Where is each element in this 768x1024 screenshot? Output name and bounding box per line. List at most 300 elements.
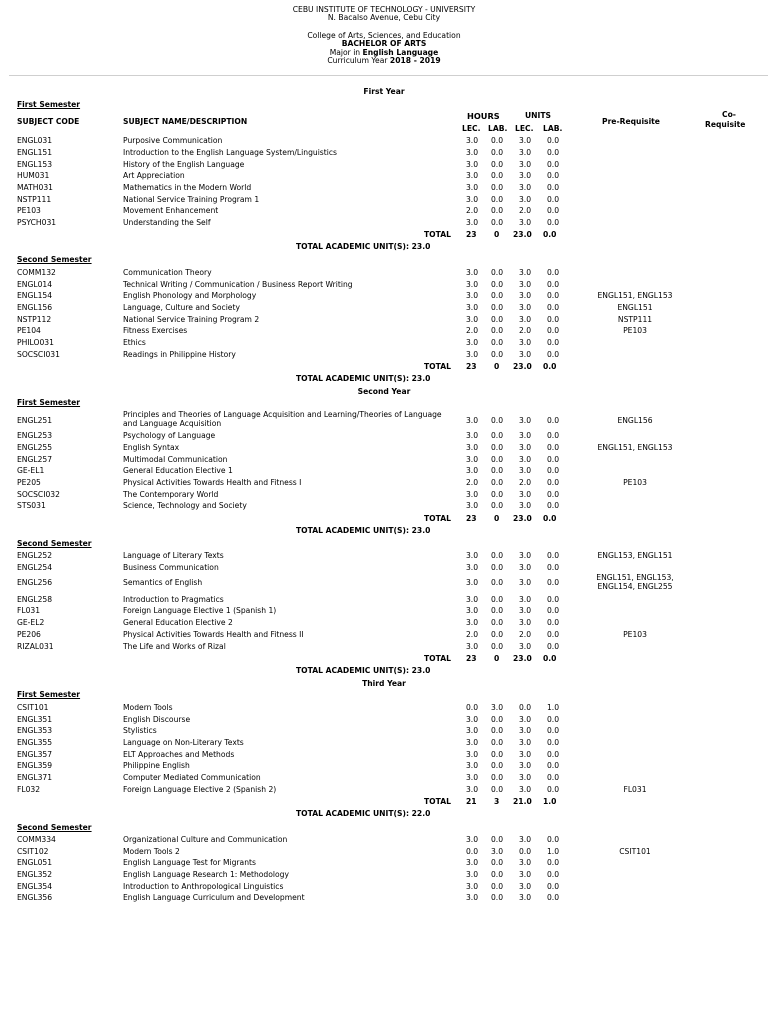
subject-name: Art Appreciation [123,171,185,180]
subject-code: ENGL251 [17,416,53,425]
hours-lab: 0.0 [490,291,504,300]
units-lab: 0.0 [546,326,560,335]
col-header-unit-lec: LEC. [515,124,534,133]
subject-name: Understanding the Self [123,218,211,227]
units-lab: 0.0 [546,218,560,227]
curriculum-year-line [0,57,768,65]
table-row [0,761,768,773]
subject-name: Science, Technology and Society [123,501,247,510]
units-lec: 3.0 [518,761,532,770]
units-lec: 0.0 [518,703,532,712]
table-row [0,703,768,715]
hours-lec: 3.0 [465,148,479,157]
subject-name: Semantics of English [123,578,203,587]
table-row [0,148,768,160]
hours-lec: 3.0 [465,738,479,747]
subject-name: English Language Test for Migrants [123,858,256,867]
units-lec: 0.0 [518,847,532,856]
hours-lab: 0.0 [490,315,504,324]
table-row [0,478,768,490]
total-academic-units [296,374,430,383]
hours-lec: 3.0 [465,882,479,891]
col-header-unit-lab: LAB. [543,124,563,133]
units-lec: 3.0 [518,218,532,227]
hours-lec: 3.0 [465,195,479,204]
col-header-coreq: Co- [722,110,736,119]
units-lab: 1.0 [546,703,560,712]
units-lab: 0.0 [546,761,560,770]
col-header-lab: LAB. [488,124,508,133]
hours-lec: 3.0 [465,726,479,735]
hours-lec: 3.0 [465,455,479,464]
table-row [0,858,768,870]
hours-lab: 0.0 [490,136,504,145]
subject-name: English Language Research 1: Methodology [123,870,289,879]
units-lab: 0.0 [546,835,560,844]
subject-name: English Language Curriculum and Development [123,893,305,902]
subject-code: GE-EL1 [17,466,45,475]
units-lab: 0.0 [546,750,560,759]
hours-lab: 0.0 [490,738,504,747]
degree-title: BACHELOR OF ARTS [341,39,427,48]
col-header-name: SUBJECT NAME/DESCRIPTION [123,117,248,126]
total-academic-units [296,809,430,818]
units-lec: 3.0 [518,291,532,300]
subject-name: Psychology of Language [123,431,216,440]
hours-lec: 2.0 [465,326,479,335]
hours-lec: 3.0 [465,291,479,300]
subject-name: Foreign Language Elective 1 (Spanish 1) [123,606,277,615]
table-row [0,218,768,230]
subject-code: ENGL351 [17,715,53,724]
table-row [0,206,768,218]
total-units-lab: 0.0 [543,230,557,239]
hours-lab: 0.0 [490,206,504,215]
subject-code: PE205 [17,478,41,487]
subject-code: ENGL353 [17,726,53,735]
col-header-prereq: Pre-Requisite [602,117,660,126]
hours-lec: 3.0 [465,350,479,359]
hours-lec: 3.0 [465,171,479,180]
total-hours-lec: 23 [466,230,477,239]
units-lec: 3.0 [518,136,532,145]
prerequisite: CSIT101 [619,847,651,856]
table-row [0,136,768,148]
hours-lec: 3.0 [465,303,479,312]
units-lab: 0.0 [546,315,560,324]
hours-lab: 0.0 [490,303,504,312]
subject-name: English Phonology and Morphology [123,291,257,300]
units-lab: 0.0 [546,618,560,627]
subject-code: PE104 [17,326,41,335]
subject-code: HUM031 [17,171,50,180]
college-name: College of Arts, Sciences, and Education [307,31,461,40]
subject-code: COMM132 [17,268,56,277]
hours-lec: 3.0 [465,893,479,902]
total-units-lec: 23.0 [513,362,532,371]
total-units-lab: 0.0 [543,514,557,523]
units-lec: 3.0 [518,416,532,425]
units-lec: 3.0 [518,738,532,747]
units-lec: 3.0 [518,642,532,651]
hours-lec: 3.0 [465,490,479,499]
units-lab: 0.0 [546,882,560,891]
subject-code: ENGL156 [17,303,53,312]
hours-lec: 3.0 [465,338,479,347]
subject-code: ENGL254 [17,563,53,572]
units-lab: 1.0 [546,847,560,856]
hours-lec: 3.0 [465,268,479,277]
units-lab: 0.0 [546,338,560,347]
units-lab: 0.0 [546,785,560,794]
subject-name: Philippine English [123,761,190,770]
units-lab: 0.0 [546,563,560,572]
table-row [0,551,768,563]
total-academic-value: 23.0 [411,526,431,535]
table-row [0,630,768,642]
subject-name: Communication Theory [123,268,212,277]
units-lec: 3.0 [518,870,532,879]
subject-code: NSTP111 [17,195,52,204]
subject-name: National Service Training Program 1 [123,195,260,204]
hours-lec: 3.0 [465,750,479,759]
hours-lec: 3.0 [465,835,479,844]
units-lab: 0.0 [546,148,560,157]
subject-code: ENGL253 [17,431,53,440]
hours-lec: 2.0 [465,478,479,487]
subject-code: ENGL255 [17,443,53,452]
total-academic-value: 23.0 [411,666,431,675]
subject-code: ENGL258 [17,595,53,604]
units-lab: 0.0 [546,578,560,587]
units-lab: 0.0 [546,773,560,782]
table-row [0,410,768,428]
subject-code: STS031 [17,501,46,510]
prerequisite: FL031 [623,785,647,794]
hours-lab: 0.0 [490,148,504,157]
hours-lab: 0.0 [490,551,504,560]
units-lec: 3.0 [518,726,532,735]
units-lec: 3.0 [518,893,532,902]
hours-lab: 0.0 [490,160,504,169]
total-units-lab: 1.0 [543,797,557,806]
hours-lab: 3.0 [490,847,504,856]
hours-lab: 0.0 [490,218,504,227]
semester-heading: First Semester [17,398,81,407]
subject-name: Introduction to the English Language System/Linguistics [123,148,337,157]
units-lab: 0.0 [546,630,560,639]
hours-lec: 3.0 [465,761,479,770]
units-lec: 3.0 [518,835,532,844]
total-units-lec: 23.0 [513,230,532,239]
units-lec: 3.0 [518,431,532,440]
table-row [0,835,768,847]
hours-lab: 0.0 [490,882,504,891]
total-academic-value: 23.0 [411,242,431,251]
subject-name: Language, Culture and Society [123,303,240,312]
hours-lab: 0.0 [490,595,504,604]
prerequisite: ENGL151, ENGL153, ENGL154, ENGL255 [596,573,674,591]
major-prefix: Major in [329,48,363,57]
hours-lec: 3.0 [465,785,479,794]
hours-lec: 3.0 [465,618,479,627]
table-row [0,338,768,350]
subject-name: Principles and Theories of Language Acquisition and Learning/Theories of Language and Language Acquisition [123,410,442,428]
year-heading: Second Year [357,387,411,396]
header-divider [9,75,768,76]
units-lab: 0.0 [546,431,560,440]
subject-code: ENGL356 [17,893,53,902]
subject-code: ENGL014 [17,280,53,289]
table-row [0,785,768,797]
semester-heading: Second Semester [17,255,92,264]
subject-code: ENGL257 [17,455,53,464]
hours-lec: 3.0 [465,183,479,192]
units-lec: 3.0 [518,338,532,347]
units-lec: 3.0 [518,882,532,891]
table-row [0,642,768,654]
subject-name: Ethics [123,338,146,347]
subject-name: Modern Tools 2 [123,847,180,856]
hours-lab: 0.0 [490,785,504,794]
units-lec: 3.0 [518,578,532,587]
hours-lab: 0.0 [490,478,504,487]
units-lec: 3.0 [518,773,532,782]
col-header-lec: LEC. [462,124,481,133]
hours-lec: 3.0 [465,501,479,510]
units-lab: 0.0 [546,303,560,312]
hours-lab: 0.0 [490,563,504,572]
units-lec: 2.0 [518,630,532,639]
total-units-lec: 23.0 [513,654,532,663]
hours-lec: 3.0 [465,642,479,651]
subject-name: Language on Non-Literary Texts [123,738,244,747]
units-lec: 3.0 [518,466,532,475]
subject-code: SOCSCI032 [17,490,60,499]
total-academic-value: 22.0 [411,809,431,818]
subject-name: National Service Training Program 2 [123,315,260,324]
subject-code: FL032 [17,785,41,794]
hours-lab: 3.0 [490,703,504,712]
table-row [0,870,768,882]
total-academic-label: TOTAL ACADEMIC UNIT(S): [296,809,409,818]
subject-name: History of the English Language [123,160,245,169]
subject-code: RIZAL031 [17,642,54,651]
hours-lab: 0.0 [490,642,504,651]
total-academic-units [296,242,430,251]
prerequisite: ENGL153, ENGL151 [597,551,673,560]
units-lec: 2.0 [518,326,532,335]
hours-lab: 0.0 [490,761,504,770]
prerequisite: ENGL151, ENGL153 [597,443,673,452]
total-academic-label: TOTAL ACADEMIC UNIT(S): [296,526,409,535]
hours-lec: 3.0 [465,606,479,615]
subject-name: Introduction to Pragmatics [123,595,224,604]
total-hours-lab: 3 [494,797,500,806]
units-lab: 0.0 [546,136,560,145]
total-units-lab: 0.0 [543,362,557,371]
subject-code: ENGL352 [17,870,53,879]
subject-name: Physical Activities Towards Health and Fitness I [123,478,302,487]
hours-lab: 0.0 [490,416,504,425]
semester-heading: Second Semester [17,823,92,832]
hours-lec: 0.0 [465,847,479,856]
table-row [0,726,768,738]
subject-code: ENGL031 [17,136,53,145]
hours-lab: 0.0 [490,183,504,192]
units-lec: 3.0 [518,268,532,277]
hours-lab: 0.0 [490,326,504,335]
subject-code: ENGL359 [17,761,53,770]
subject-name: Movement Enhancement [123,206,219,215]
total-units-lec: 21.0 [513,797,532,806]
subject-code: ENGL051 [17,858,53,867]
subject-name: Modern Tools [123,703,173,712]
hours-lec: 0.0 [465,703,479,712]
units-lab: 0.0 [546,551,560,560]
table-row [0,291,768,303]
subject-code: ENGL153 [17,160,53,169]
table-row [0,326,768,338]
units-lab: 0.0 [546,171,560,180]
hours-lab: 0.0 [490,773,504,782]
hours-lab: 0.0 [490,350,504,359]
total-academic-units [296,666,430,675]
semester-heading: Second Semester [17,539,92,548]
subject-name: Multimodal Communication [123,455,228,464]
hours-lab: 0.0 [490,490,504,499]
units-lec: 3.0 [518,183,532,192]
subject-code: SOCSCI031 [17,350,60,359]
units-lab: 0.0 [546,416,560,425]
units-lab: 0.0 [546,858,560,867]
units-lec: 3.0 [518,490,532,499]
units-lec: 3.0 [518,171,532,180]
subject-name: Mathematics in the Modern World [123,183,252,192]
hours-lab: 0.0 [490,501,504,510]
total-academic-label: TOTAL ACADEMIC UNIT(S): [296,666,409,675]
hours-lec: 3.0 [465,563,479,572]
units-lab: 0.0 [546,726,560,735]
units-lab: 0.0 [546,893,560,902]
subject-code: ENGL371 [17,773,53,782]
subject-name: Physical Activities Towards Health and Fitness II [123,630,304,639]
units-lab: 0.0 [546,870,560,879]
units-lec: 3.0 [518,858,532,867]
hours-lab: 0.0 [490,268,504,277]
subject-name: Technical Writing / Communication / Business Report Writing [123,280,353,289]
hours-lec: 3.0 [465,315,479,324]
units-lab: 0.0 [546,183,560,192]
table-row [0,171,768,183]
units-lab: 0.0 [546,280,560,289]
hours-lec: 3.0 [465,431,479,440]
hours-lec: 3.0 [465,218,479,227]
subject-code: ENGL252 [17,551,53,560]
subject-code: COMM334 [17,835,56,844]
subject-code: ENGL151 [17,148,53,157]
units-lab: 0.0 [546,195,560,204]
table-row [0,606,768,618]
units-lec: 3.0 [518,280,532,289]
subject-code: ENGL355 [17,738,53,747]
table-row [0,183,768,195]
subject-code: PE103 [17,206,41,215]
units-lab: 0.0 [546,443,560,452]
subject-code: NSTP112 [17,315,52,324]
units-lec: 3.0 [518,606,532,615]
table-row [0,893,768,905]
semester-heading: First Semester [17,690,81,699]
hours-lab: 0.0 [490,715,504,724]
hours-lab: 0.0 [490,338,504,347]
total-hours-lab: 0 [494,514,500,523]
table-row [0,350,768,362]
hours-lec: 2.0 [465,630,479,639]
hours-lec: 3.0 [465,551,479,560]
table-row [0,443,768,455]
subject-code: PE206 [17,630,41,639]
curriculum-year-prefix: Curriculum Year [327,56,390,65]
school-name: CEBU INSTITUTE OF TECHNOLOGY - UNIVERSITY [292,5,476,14]
prerequisite: PE103 [623,478,647,487]
subject-name: Readings in Philippine History [123,350,236,359]
hours-lec: 3.0 [465,443,479,452]
units-lec: 3.0 [518,315,532,324]
subject-name: Fitness Exercises [123,326,188,335]
units-lec: 3.0 [518,595,532,604]
table-row [0,303,768,315]
col-header-hours: HOURS [467,111,500,121]
total-hours-lab: 0 [494,230,500,239]
hours-lab: 0.0 [490,195,504,204]
school-address: N. Bacalso Avenue, Cebu City [327,13,441,22]
units-lab: 0.0 [546,738,560,747]
hours-lab: 0.0 [490,630,504,639]
units-lec: 3.0 [518,350,532,359]
units-lab: 0.0 [546,606,560,615]
hours-lab: 0.0 [490,893,504,902]
units-lec: 3.0 [518,785,532,794]
units-lec: 3.0 [518,195,532,204]
hours-lec: 3.0 [465,280,479,289]
hours-lec: 3.0 [465,870,479,879]
subject-code: ENGL357 [17,750,53,759]
subject-name: General Education Elective 2 [123,618,233,627]
subject-code: MATH031 [17,183,53,192]
units-lec: 2.0 [518,206,532,215]
units-lab: 0.0 [546,455,560,464]
total-academic-units [296,526,430,535]
table-row [0,618,768,630]
subject-code: FL031 [17,606,41,615]
table-row [0,738,768,750]
total-units-lec: 23.0 [513,514,532,523]
hours-lab: 0.0 [490,431,504,440]
units-lab: 0.0 [546,490,560,499]
subject-name: The Contemporary World [123,490,219,499]
units-lab: 0.0 [546,642,560,651]
prerequisite: PE103 [623,326,647,335]
subject-code: CSIT102 [17,847,49,856]
hours-lab: 0.0 [490,578,504,587]
hours-lec: 3.0 [465,160,479,169]
prerequisite: NSTP111 [617,315,653,324]
units-lec: 3.0 [518,750,532,759]
units-lec: 3.0 [518,501,532,510]
year-heading: First Year [363,87,405,96]
hours-lec: 3.0 [465,416,479,425]
